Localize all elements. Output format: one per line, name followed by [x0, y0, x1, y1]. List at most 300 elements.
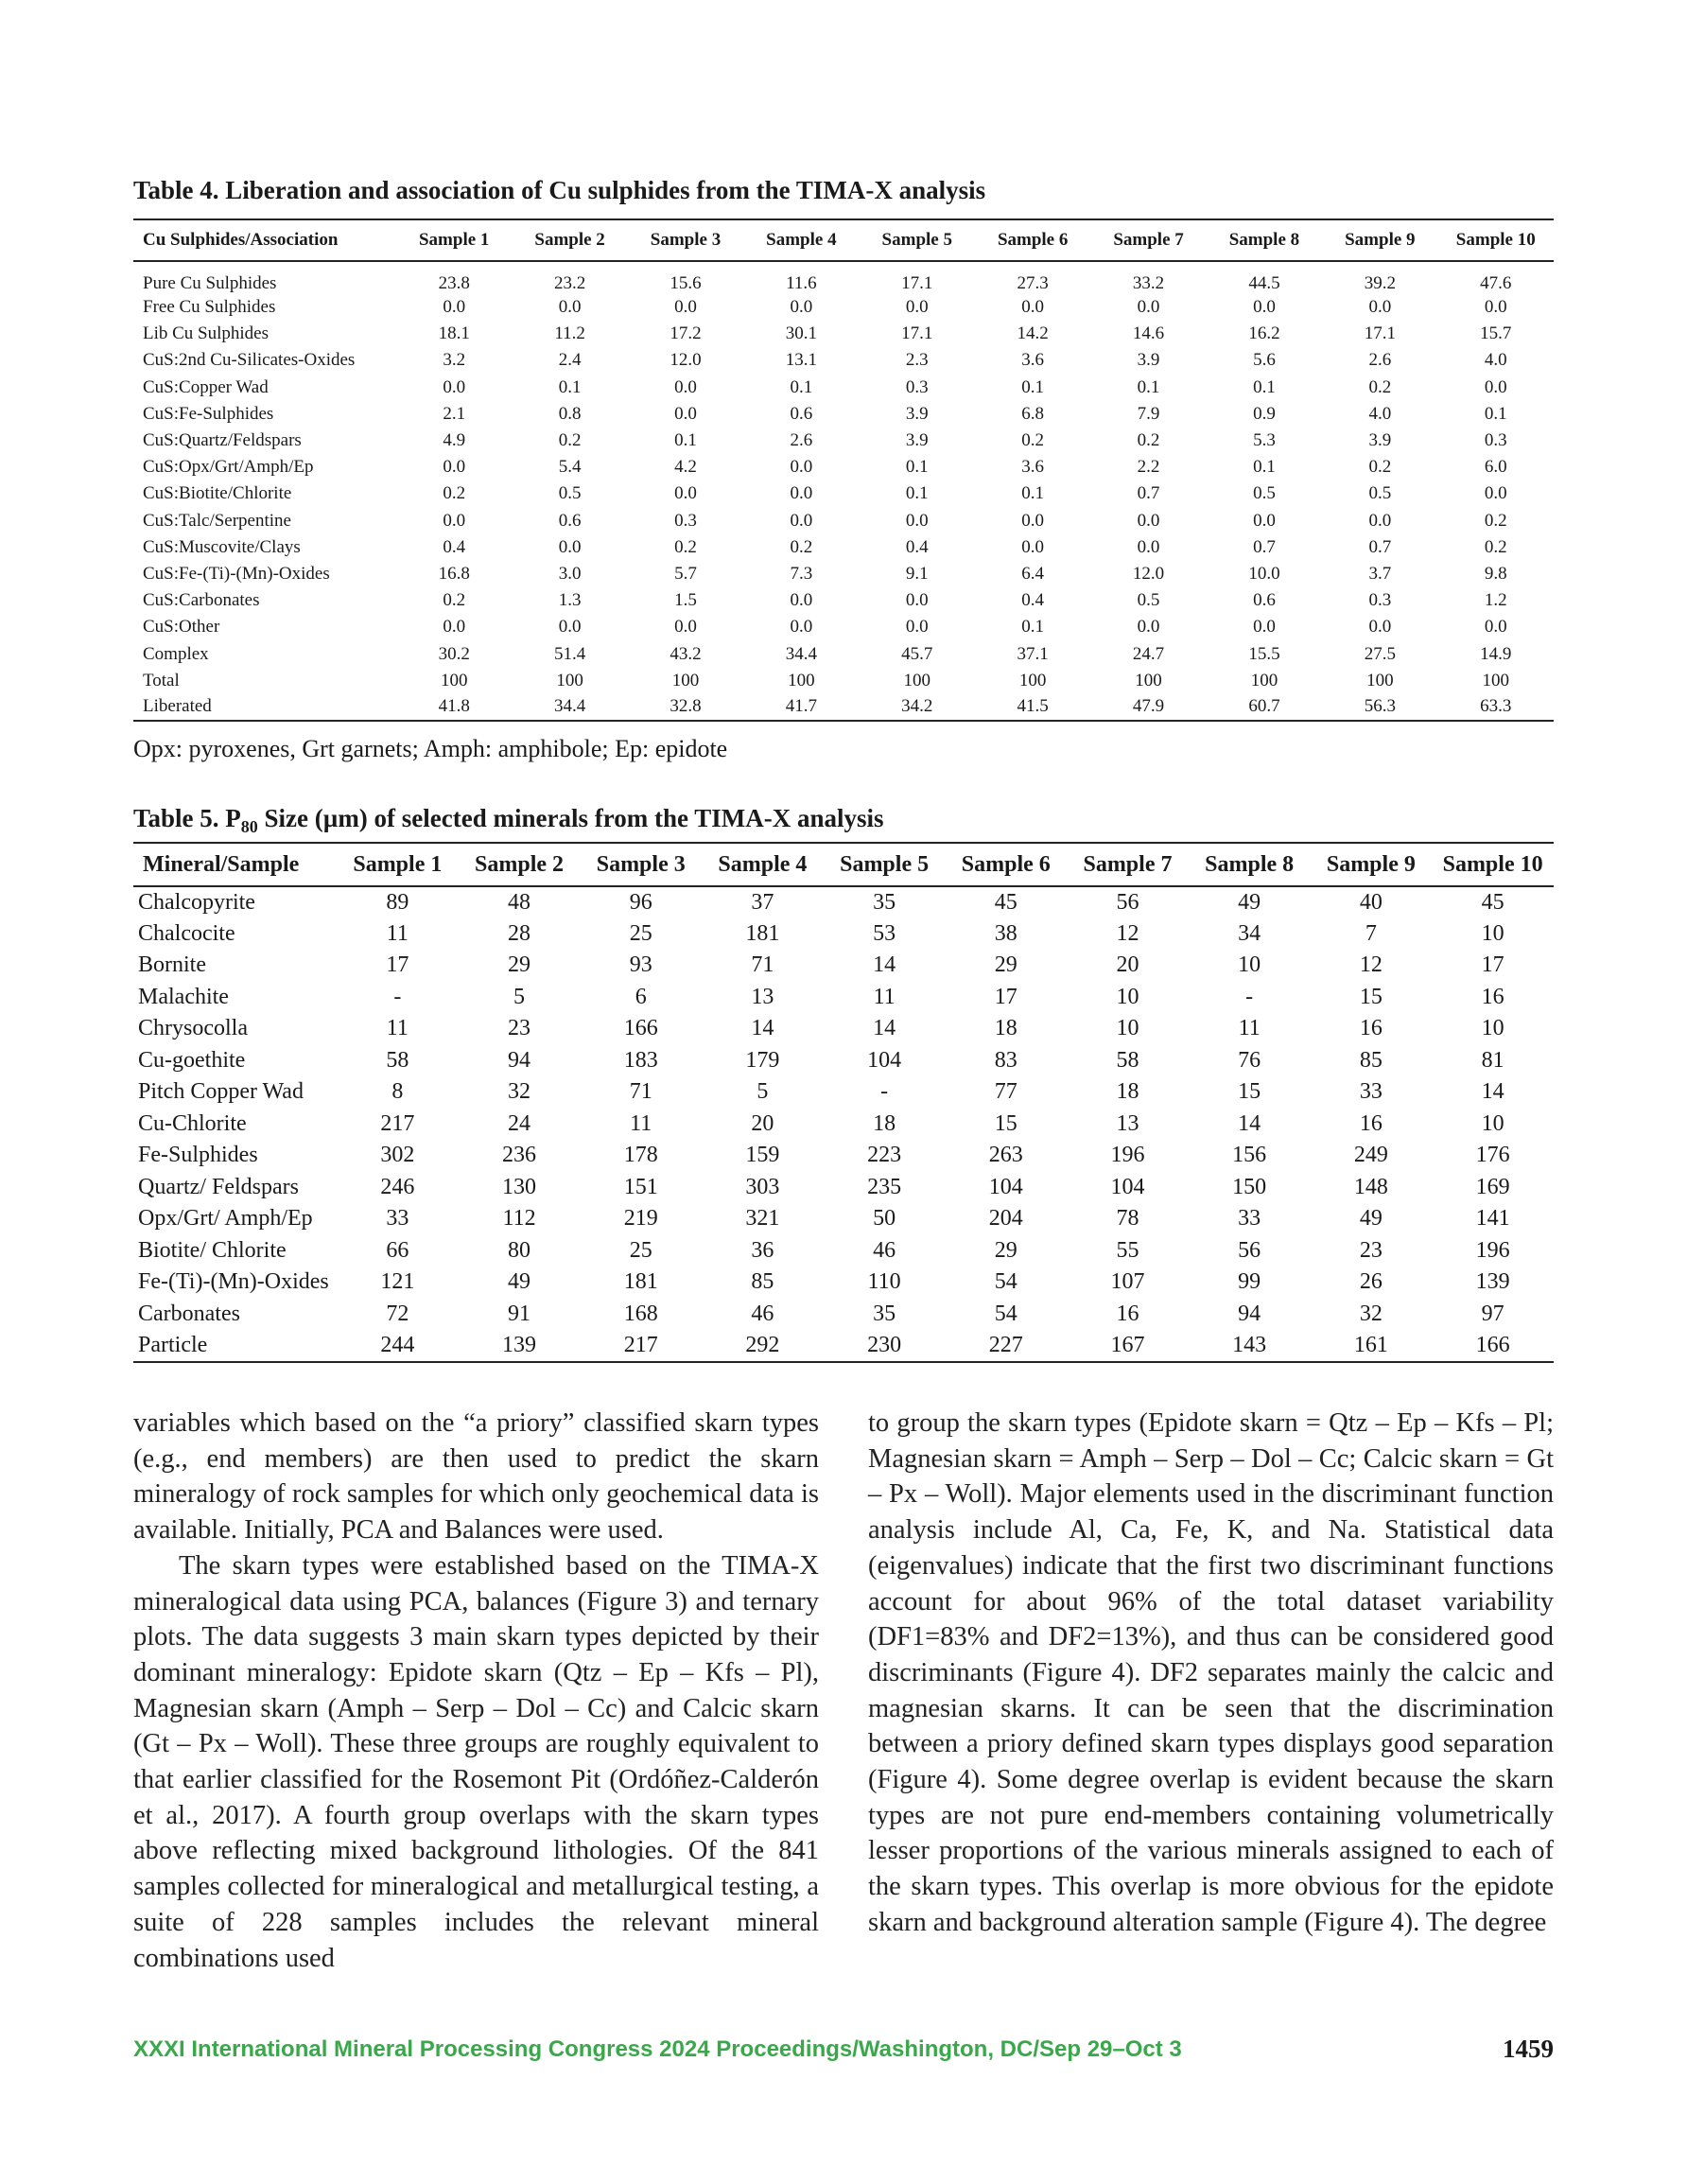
table4-cell: 1.5 [674, 590, 697, 611]
table4-cell: 3.9 [905, 430, 929, 451]
table5-cell: 38 [994, 920, 1017, 946]
table5-cell: 71 [751, 952, 774, 978]
table5-cell: 12 [1359, 952, 1383, 978]
table4-cell: 34.4 [553, 696, 586, 717]
table4-cell: 0.0 [1484, 376, 1507, 397]
table5-row [133, 1267, 1554, 1299]
table4-header-cell: Cu Sulphides/Association [143, 230, 339, 250]
table5-cell: 36 [751, 1237, 774, 1263]
table5-cell: 11 [873, 984, 896, 1009]
table4-cell: 2.2 [1137, 457, 1160, 478]
table4-cell: 2.1 [443, 403, 466, 424]
table5-cell: 263 [988, 1143, 1023, 1168]
table4-row-label: CuS:Muscovite/Clays [143, 536, 301, 557]
table5-cell: 40 [1359, 889, 1383, 915]
table4-row-label: CuS:Talc/Serpentine [143, 510, 291, 531]
table4-cell: 0.4 [1021, 590, 1045, 611]
table4-header-cell: Sample 4 [766, 230, 837, 250]
table4-cell: 27.5 [1364, 643, 1396, 664]
table5-cell: 13 [1116, 1110, 1139, 1136]
table4-cell: 0.2 [674, 536, 697, 557]
table4-cell: 60.7 [1248, 696, 1280, 717]
table5-row [133, 1109, 1554, 1141]
table5-cell: 168 [623, 1301, 658, 1326]
table5-p80-size [133, 842, 1554, 1363]
table4-row [133, 294, 1554, 321]
table5-cell: 5 [513, 984, 526, 1009]
table4-cell: 13.1 [785, 350, 817, 371]
table5-cell: 25 [629, 1237, 652, 1263]
table5-header-cell: Sample 8 [1205, 851, 1295, 877]
table5-cell: - [1245, 984, 1254, 1009]
table5-cell: 143 [1232, 1332, 1267, 1357]
table4-cell: 3.6 [1021, 350, 1045, 371]
table5-cell: 76 [1238, 1047, 1261, 1073]
table5-header-cell: Sample 6 [961, 851, 1051, 877]
table4-cell: 3.9 [905, 403, 929, 424]
table4-cell: 16.8 [438, 563, 470, 584]
table5-cell: 28 [508, 920, 531, 946]
table5-cell: 85 [751, 1269, 774, 1295]
table5-cell: 10 [1238, 952, 1261, 978]
table4-cell: 30.2 [438, 643, 470, 664]
table5-cell: 17 [1481, 952, 1504, 978]
table5-cell: 54 [994, 1269, 1017, 1295]
table4-cell: 100 [903, 670, 931, 690]
body-paragraph: to group the skarn types (Epidote skarn = Qtz – Ep – Kfs – Pl; Magnesian skarn = Amph – Serp – Dol – Cc; Calcic skarn = Gt – Px – Woll). Major elements used in the discriminant function analysis include Al, Ca, Fe, K, and Na. Statistical data (eigenvalues) indicate that the first two discriminant functions account for about 96% of the total dataset variability (DF1=83% and DF2=13%), and thus can be considered good discriminants (Figure 4). DF2 separates mainly the calcic and magnesian skarns. It can be seen that the discrimination between a priory defined skarn types displays good separation (Figure 4). Some degree overlap is evident because the skarn types are not pure end-members containing volumetrically lesser proportions of the various minerals assigned to each of the skarn types. This overlap is more obvious for the epidote skarn and background alteration sample (Figure 4). The degree [868, 1408, 1554, 1937]
table4-cell: 0.4 [905, 536, 929, 557]
table5-cell: 96 [629, 889, 652, 915]
table4-row-label: Total [143, 670, 180, 690]
table4-row [133, 321, 1554, 347]
table5-cell: 141 [1475, 1206, 1510, 1232]
table5-cell: 10 [1116, 1016, 1139, 1041]
table4-liberation-association [133, 218, 1554, 722]
table4-cell: 0.0 [1253, 297, 1276, 318]
table5-cell: 91 [508, 1301, 531, 1326]
table5-cell: 83 [994, 1047, 1017, 1073]
table4-cell: 0.0 [1368, 510, 1392, 531]
table5-cell: 33 [1238, 1206, 1261, 1232]
table4-cell: 0.2 [1368, 376, 1392, 397]
table4-cell: 2.4 [558, 350, 582, 371]
table5-cell: 54 [994, 1301, 1017, 1326]
table4-row [133, 401, 1554, 428]
table5-cell: 49 [1359, 1206, 1383, 1232]
table5-cell: 178 [623, 1143, 658, 1168]
table5-cell: 219 [623, 1206, 658, 1232]
table4-row [133, 640, 1554, 667]
table5-cell: 246 [380, 1174, 415, 1199]
table5-cell: 56 [1238, 1237, 1261, 1263]
table5-cell: 196 [1475, 1237, 1510, 1263]
table5-cell: 29 [994, 952, 1017, 978]
table4-cell: 0.7 [1368, 536, 1392, 557]
table5-cell: 71 [629, 1079, 652, 1105]
table5-cell: 249 [1353, 1143, 1388, 1168]
table4-cell: 44.5 [1248, 273, 1280, 293]
table5-cell: 78 [1116, 1206, 1139, 1232]
table4-cell: 100 [556, 670, 583, 690]
table5-cell: 104 [988, 1174, 1023, 1199]
table5-cell: 58 [386, 1047, 409, 1073]
table4-cell: 0.5 [1253, 483, 1276, 504]
table5-row-label: Particle [138, 1332, 208, 1357]
table4-cell: 5.6 [1253, 350, 1276, 371]
table4-cell: 0.0 [790, 617, 813, 638]
table4-header-cell: Sample 6 [997, 230, 1069, 250]
table4-cell: 0.1 [1021, 376, 1045, 397]
table5-caption-suffix: Size (µm) of selected minerals from the TIMA-X analysis [257, 804, 884, 832]
table4-cell: 0.1 [674, 430, 697, 451]
table5-header-cell: Sample 3 [596, 851, 686, 877]
table4-cell: 5.4 [558, 457, 582, 478]
table5-cell: 292 [745, 1332, 780, 1357]
table5-cell: 26 [1359, 1269, 1383, 1295]
table4-cell: 0.2 [443, 590, 466, 611]
table4-cell: 1.2 [1484, 590, 1507, 611]
table4-cell: 0.6 [790, 403, 813, 424]
table4-cell: 3.6 [1021, 457, 1045, 478]
table4-cell: 15.7 [1480, 323, 1512, 344]
table4-row-label: Lib Cu Sulphides [143, 323, 270, 344]
table5-cell: 14 [751, 1016, 774, 1041]
table5-header-cell: Sample 7 [1083, 851, 1173, 877]
table5-cell: 29 [508, 952, 531, 978]
table5-cell: 227 [988, 1332, 1023, 1357]
table4-cell: 41.7 [785, 696, 817, 717]
table4-header-cell: Sample 3 [650, 230, 722, 250]
table4-row [133, 668, 1554, 694]
table4-cell: 0.0 [1484, 483, 1507, 504]
table4-row-label: CuS:Copper Wad [143, 376, 269, 397]
table4-cell: 0.2 [1021, 430, 1045, 451]
table4-cell: 0.0 [674, 483, 697, 504]
table4-cell: 47.9 [1132, 696, 1165, 717]
conference-footer: XXXI International Mineral Processing Congress 2024 Proceedings/Washington, DC/Sep 29–Oct 3 [133, 2036, 1182, 2062]
table4-row-label: CuS:Fe-(Ti)-(Mn)-Oxides [143, 563, 330, 584]
table4-cell: 4.0 [1484, 350, 1507, 371]
table4-cell: 0.5 [1368, 483, 1392, 504]
table4-cell: 2.6 [790, 430, 813, 451]
table4-cell: 30.1 [785, 323, 817, 344]
table5-cell: 29 [994, 1237, 1017, 1263]
table4-cell: 15.5 [1248, 643, 1280, 664]
table4-cell: 0.7 [1137, 483, 1160, 504]
table4-cell: 3.2 [443, 350, 466, 371]
table5-cell: 81 [1481, 1047, 1504, 1073]
table5-cell: - [880, 1079, 889, 1105]
table4-cell: 0.0 [443, 510, 466, 531]
table5-cell: 18 [873, 1110, 896, 1136]
table4-cell: 16.2 [1248, 323, 1280, 344]
table5-cell: 17 [994, 984, 1017, 1009]
table4-cell: 0.2 [558, 430, 582, 451]
table4-cell: 0.0 [1484, 617, 1507, 638]
table4-cell: 0.1 [1021, 483, 1045, 504]
table4-row [133, 454, 1554, 480]
table4-cell: 7.9 [1137, 403, 1160, 424]
table5-row-label: Cu-goethite [138, 1047, 246, 1073]
table4-cell: 0.0 [905, 510, 929, 531]
table4-cell: 100 [1482, 670, 1510, 690]
table4-row [133, 347, 1554, 374]
table4-cell: 100 [1018, 670, 1047, 690]
table4-header-cell: Sample 7 [1113, 230, 1184, 250]
table4-caption: Table 4. Liberation and association of Cu sulphides from the TIMA-X analysis [133, 176, 986, 204]
table4-cell: 0.0 [1137, 510, 1160, 531]
table5-cell: 11 [386, 920, 409, 946]
table4-cell: 37.1 [1017, 643, 1049, 664]
table5-cell: 161 [1353, 1332, 1388, 1357]
table4-row-label: Liberated [143, 696, 212, 717]
table5-cell: 139 [1475, 1269, 1510, 1295]
table4-footnote: Opx: pyroxenes, Grt garnets; Amph: amphibole; Ep: epidote [133, 735, 728, 762]
table4-cell: 0.0 [790, 510, 813, 531]
table4-cell: 0.0 [1021, 297, 1045, 318]
table5-cell: 49 [508, 1269, 531, 1295]
table4-cell: 100 [1135, 670, 1162, 690]
table4-cell: 34.2 [901, 696, 933, 717]
table4-row [133, 428, 1554, 454]
table5-cell: 11 [1238, 1016, 1261, 1041]
table4-cell: 6.8 [1021, 403, 1045, 424]
table5-header-cell: Mineral/Sample [143, 851, 300, 877]
table5-row [133, 1235, 1554, 1267]
body-paragraph: The skarn types were established based on the TIMA-X mineralogical data using PCA, balances (Figure 3) and ternary plots. The data suggests 3 main skarn types depicted by their dominant mineralogy: Epidote skarn (Qtz – Ep – Kfs – Pl), Magnesian skarn (Amph – Serp – Dol – Cc) and Calcic skarn (Gt – Px – Woll). These three groups are roughly equivalent to that earlier classified for the Rosemont Pit (Ordóñez-Calderón et al., 2017). A fourth group overlaps with the skarn types above reflecting mixed background lithologies. Of the 841 samples collected for mineralogical and metallurgical testing, a suite of 228 samples includes the relevant mineral combinations used [133, 1550, 819, 1973]
table5-cell: 18 [1116, 1079, 1139, 1105]
table5-caption [133, 804, 883, 837]
table4-cell: 0.4 [443, 536, 466, 557]
table4-cell: 11.2 [554, 323, 585, 344]
table5-cell: 97 [1481, 1301, 1504, 1326]
table4-header-cell: Sample 1 [418, 230, 490, 250]
table4-cell: 0.1 [905, 483, 929, 504]
table5-cell: 48 [508, 889, 531, 915]
table5-cell: 110 [867, 1269, 901, 1295]
table4-cell: 0.0 [1368, 297, 1392, 318]
table5-cell: 18 [994, 1016, 1017, 1041]
table5-cell: 148 [1353, 1174, 1388, 1199]
table4-row [133, 508, 1554, 534]
table5-row-label: Pitch Copper Wad [138, 1079, 304, 1105]
table5-cell: 94 [508, 1047, 531, 1073]
table4-cell: 0.0 [443, 376, 466, 397]
body-paragraph: variables which based on the “a priory” classified skarn types (e.g., end members) are then used to predict the skarn mineralogy of rock samples for which only geochemical data is available. Initially, PCA and Balances were used. [133, 1408, 819, 1546]
table5-caption-subscript: 80 [240, 817, 258, 836]
table4-cell: 0.0 [674, 376, 697, 397]
table5-row [133, 1203, 1554, 1235]
table5-cell: 139 [502, 1332, 537, 1357]
table4-cell: 0.5 [558, 483, 582, 504]
table4-cell: 6.4 [1021, 563, 1045, 584]
table4-row-label: CuS:Fe-Sulphides [143, 403, 274, 424]
table4-cell: 47.6 [1480, 273, 1512, 293]
table4-cell: 14.6 [1132, 323, 1165, 344]
table5-cell: 32 [508, 1079, 531, 1105]
table4-cell: 1.3 [558, 590, 582, 611]
table5-row-label: Chalcopyrite [138, 889, 255, 915]
table5-cell: 10 [1116, 984, 1139, 1009]
table4-cell: 0.0 [1137, 297, 1160, 318]
table4-cell: 0.0 [558, 617, 582, 638]
table4-cell: 18.1 [438, 323, 470, 344]
table4-cell: 14.2 [1017, 323, 1049, 344]
table5-cell: 14 [1238, 1110, 1261, 1136]
table4-cell: 0.0 [1368, 617, 1392, 638]
table4-row-label: CuS:2nd Cu-Silicates-Oxides [143, 350, 356, 371]
table5-caption-prefix: Table 5. P [133, 804, 241, 832]
table4-cell: 0.5 [1137, 590, 1160, 611]
table5-cell: 35 [873, 889, 896, 915]
table4-cell: 23.2 [553, 273, 586, 293]
table5-row [133, 1172, 1554, 1204]
table5-cell: 104 [867, 1047, 902, 1073]
table5-row [133, 950, 1554, 982]
table5-cell: 72 [386, 1301, 409, 1326]
table5-cell: 166 [1475, 1332, 1510, 1357]
table5-cell: 16 [1359, 1110, 1383, 1136]
table4-cell: 0.2 [1368, 457, 1392, 478]
table4-cell: 56.3 [1364, 696, 1396, 717]
table5-cell: 89 [386, 889, 409, 915]
table5-cell: 37 [751, 889, 774, 915]
table5-header-cell: Sample 1 [353, 851, 443, 877]
table4-cell: 0.3 [1484, 430, 1507, 451]
table4-row-label: Complex [143, 643, 209, 664]
table5-cell: 55 [1116, 1237, 1139, 1263]
table4-cell: 12.0 [670, 350, 702, 371]
table4-cell: 0.1 [1253, 376, 1276, 397]
table4-cell: 0.0 [1137, 536, 1160, 557]
table5-cell: 11 [386, 1016, 409, 1041]
table4-cell: 4.2 [674, 457, 697, 478]
table5-cell: 176 [1475, 1143, 1510, 1168]
table4-cell: 43.2 [670, 643, 702, 664]
table4-cell: 11.6 [786, 273, 817, 293]
table4-row [133, 534, 1554, 561]
table5-row-label: Cu-Chlorite [138, 1110, 247, 1136]
table4-cell: 0.0 [1021, 536, 1045, 557]
table5-header-cell: Sample 9 [1326, 851, 1416, 877]
table5-cell: 7 [1365, 920, 1377, 946]
body-column-left [133, 1406, 819, 1976]
table5-cell: 130 [502, 1174, 537, 1199]
table5-cell: 150 [1232, 1174, 1267, 1199]
table4-header-cell: Sample 2 [534, 230, 605, 250]
table5-cell: 181 [745, 920, 780, 946]
table5-cell: 99 [1238, 1269, 1261, 1295]
table5-cell: 32 [1359, 1301, 1383, 1326]
table4-cell: 4.0 [1368, 403, 1392, 424]
table4-cell: 0.2 [1484, 510, 1507, 531]
table4-row [133, 261, 1554, 294]
table4-cell: 3.7 [1368, 563, 1392, 584]
table5-cell: 204 [988, 1206, 1023, 1232]
table5-cell: 46 [751, 1301, 774, 1326]
table4-cell: 100 [440, 670, 468, 690]
table5-cell: 230 [867, 1332, 902, 1357]
table5-cell: 15 [994, 1110, 1017, 1136]
table4-cell: 23.8 [438, 273, 470, 293]
table4-cell: 0.0 [674, 297, 697, 318]
table4-cell: 14.9 [1480, 643, 1512, 664]
table4-cell: 0.1 [1484, 403, 1507, 424]
table4-cell: 0.0 [1253, 510, 1276, 531]
table5-cell: 235 [867, 1174, 902, 1199]
table5-cell: 50 [873, 1206, 896, 1232]
table5-cell: 15 [1359, 984, 1383, 1009]
table4-header-cell: Sample 10 [1455, 230, 1536, 250]
table4-cell: 4.9 [443, 430, 466, 451]
table4-cell: 12.0 [1132, 563, 1165, 584]
table4-cell: 17.2 [670, 323, 702, 344]
table5-row [133, 1076, 1554, 1109]
table5-cell: 12 [1116, 920, 1139, 946]
table5-cell: 166 [623, 1016, 658, 1041]
table5-cell: 15 [1238, 1079, 1261, 1105]
table5-header-cell: Sample 10 [1442, 851, 1543, 877]
table5-row [133, 1140, 1554, 1172]
table4-cell: 41.5 [1017, 696, 1049, 717]
table5-cell: 151 [623, 1174, 658, 1199]
table4-cell: 17.1 [1364, 323, 1396, 344]
table5-cell: 34 [1238, 920, 1261, 946]
table5-cell: 56 [1116, 889, 1139, 915]
table4-cell: 32.8 [670, 696, 702, 717]
table5-header-cell: Sample 5 [840, 851, 930, 877]
table5-cell: 53 [873, 920, 896, 946]
table5-cell: 8 [391, 1079, 404, 1105]
table4-cell: 10.0 [1248, 563, 1280, 584]
table5-cell: 167 [1110, 1332, 1145, 1357]
table4-cell: 15.6 [670, 273, 702, 293]
table4-cell: 0.0 [790, 590, 813, 611]
table4-cell: 0.7 [1253, 536, 1276, 557]
table4-row-label: CuS:Other [143, 617, 220, 638]
table5-row [133, 1045, 1554, 1077]
table4-cell: 0.0 [558, 297, 582, 318]
table4-cell: 7.3 [790, 563, 813, 584]
table4-cell: 0.0 [443, 617, 466, 638]
table4-cell: 41.8 [438, 696, 470, 717]
table4-cell: 0.1 [905, 457, 929, 478]
table5-cell: 217 [380, 1110, 415, 1136]
table4-row-label: CuS:Quartz/Feldspars [143, 430, 302, 451]
table4-row [133, 480, 1554, 507]
table5-row [133, 1013, 1554, 1045]
table4-row-label: CuS:Carbonates [143, 590, 260, 611]
table5-cell: 121 [380, 1269, 415, 1295]
table4-header-cell: Sample 5 [881, 230, 952, 250]
table4-cell: 0.0 [790, 483, 813, 504]
table5-cell: 85 [1359, 1047, 1383, 1073]
table5-cell: 321 [745, 1206, 780, 1232]
table5-cell: 45 [1481, 889, 1504, 915]
table5-cell: 183 [623, 1047, 658, 1073]
table4-cell: 0.3 [674, 510, 697, 531]
table4-cell: 0.0 [905, 617, 929, 638]
table5-cell: 6 [635, 984, 647, 1009]
table5-row-label: Biotite/ Chlorite [138, 1237, 287, 1263]
table5-row-label: Bornite [138, 952, 206, 978]
table5-cell: 33 [1359, 1079, 1383, 1105]
table4-cell: 0.0 [905, 297, 929, 318]
table4-row [133, 614, 1554, 640]
table5-row [133, 918, 1554, 951]
table4-row-label: Pure Cu Sulphides [143, 273, 277, 293]
table5-cell: 11 [630, 1110, 652, 1136]
